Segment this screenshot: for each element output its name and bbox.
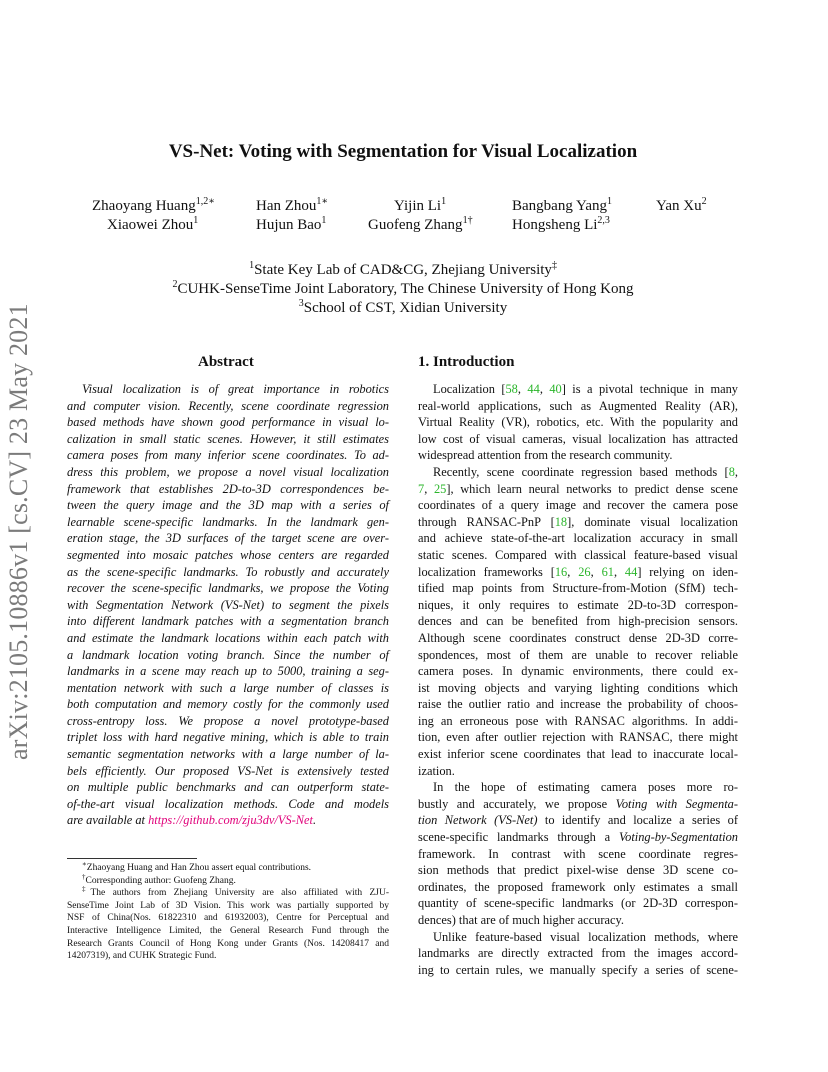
text-line: sion methods that predict pixel-wise dense 3D scene co- (418, 863, 738, 878)
text-line: framework that establishes 2D-to-3D correspondences be- (67, 481, 389, 496)
text-line: triplet loss with hard negative mining, which is able to train (67, 730, 389, 745)
text-line: eration stage, the 3D surfaces of the target scene are over- (67, 531, 389, 546)
text-line: ing an erroneous pose with RANSAC algorithms. In addi- (418, 713, 738, 728)
text-line: and computer vision. Recently, scene coordinate regression (67, 398, 389, 413)
author-name: Hongsheng Li$^{2,3}$ (512, 215, 610, 233)
affiliation: $^1$State Key Lab of CAD&CG, Zhejiang University‡ (249, 260, 557, 278)
author-name: Xiaowei Zhou$^1$ (107, 215, 199, 233)
text-line: Visual localization is of great importance in robotics (82, 382, 389, 396)
text-line: cross-entropy loss. We propose a novel prototype-based (67, 713, 389, 728)
text-line: a landmark location voting branch. Since the number of (67, 647, 389, 662)
text-line: landmarks in a scene may reach up to 5000, training a seg- (67, 664, 389, 679)
text-line: and estimate the landmark locations within each patch with (67, 630, 389, 645)
text-line: are available at https://github.com/zju3dv/VS-Net. (67, 813, 317, 828)
text-line: semantic segmentation networks with a large number of la- (67, 747, 389, 762)
text-line: ordinates, the proposed framework only estimates a small (418, 879, 738, 894)
text-line: low cost of visual cameras, visual localization has attracted (418, 431, 738, 446)
text-line: real-world applications, such as Augmented Reality (AR), (418, 398, 738, 413)
text-line: ist moving objects and varying lighting conditions which (418, 680, 738, 695)
text-line: segmented into mosaic patches whose centers are regarded (67, 547, 389, 562)
arxiv-identifier: arXiv:2105.10886v1 [cs.CV] 23 May 2021 (4, 303, 33, 760)
author-name: Guofeng Zhang$^{1\dagger}$ (368, 215, 473, 233)
citation-link[interactable]: 8 (728, 464, 735, 479)
abstract-body (67, 381, 389, 829)
text-line: recover the scene-specific landmarks, we propose the Voting (67, 581, 389, 596)
affiliation: $^3$School of CST, Xidian University (298, 298, 508, 316)
author-name: Hujun Bao$^1$ (256, 215, 327, 233)
introduction-body (418, 381, 738, 978)
text-line: Virtual Reality (VR), robotics, etc. With the popularity and (418, 415, 738, 430)
text-line: niques, it only requires to estimate 2D-to-3D correspon- (418, 597, 738, 612)
author-name: Yan Xu$^2$ (656, 196, 707, 214)
text-line: ization. (418, 763, 455, 778)
citation-link[interactable]: 61 (601, 564, 614, 579)
text-line: Although scene coordinates construct dense 2D-3D corre- (418, 630, 738, 645)
footnote-line: NSF of China(Nos. 61822310 and 61932003), Centre for Perceptual and (67, 913, 389, 924)
citation-link[interactable]: 16 (554, 564, 568, 579)
text-line: widespread attention from the research community. (418, 448, 673, 463)
text-line: Unlike feature-based visual localization methods, where (433, 929, 738, 944)
footnotes (67, 862, 389, 963)
citation-link[interactable]: 25 (433, 481, 447, 496)
text-line: into different landmark patches with a segmentation branch (67, 614, 389, 629)
text-line: both computation and memory costly for the commonly used (67, 697, 389, 712)
text-line: ing to certain rules, we manually specify a series of scene- (418, 962, 738, 977)
citation-link[interactable]: 58 (505, 382, 518, 396)
author-name: Bangbang Yang$^1$ (512, 196, 613, 214)
footnote-divider (67, 858, 197, 859)
text-line: In the hope of estimating camera poses more ro- (433, 780, 738, 795)
citation-link[interactable]: 18 (554, 514, 568, 529)
footnote-line: Interactive Intelligence Limited, the General Research Fund through the (67, 925, 389, 936)
author-name: Han Zhou$^{1∗}$ (256, 196, 329, 214)
text-line: bustly and accurately, we propose Voting with Segmenta- (418, 796, 738, 811)
text-line: Recently, scene coordinate regression based methods [8, (433, 464, 738, 479)
text-line: tion Network (VS-Net) to identify and localize a series of (418, 813, 738, 828)
footnote-line: Research Grants Council of Hong Kong under Grants (Nos. 14208417 and (67, 938, 389, 949)
text-line: scene-specific landmarks through a Voting-by-Segmentation (418, 830, 738, 845)
text-line: bels efficiently. Our proposed VS-Net is extensively tested (67, 763, 389, 778)
citation-link[interactable]: 44 (624, 564, 638, 579)
text-line: camera poses from many inferior scene coordinates. To ad- (67, 448, 389, 463)
author-name: Yijin Li$^1$ (394, 196, 447, 214)
affiliation: $^2$CUHK-SenseTime Joint Laboratory, The Chinese University of Hong Kong (172, 279, 634, 297)
citation-link[interactable]: 7 (418, 481, 425, 496)
text-line: localization frameworks [16, 26, 61, 44] relying on iden- (418, 564, 738, 579)
text-line: tified map points from Structure-from-Motion (SfM) tech- (418, 581, 738, 596)
text-line: dences and can be benefited from high-precision sensors. (418, 614, 738, 629)
citation-link[interactable]: 40 (549, 382, 562, 396)
text-line: quantity of scene-specific landmarks (or 2D-3D correspon- (418, 896, 738, 911)
footnote-line: 14207319), and CUHK Strategic Fund. (67, 951, 217, 962)
text-line: and achieve state-of-the-art localization accuracy in small (418, 531, 738, 546)
text-line: framework. In contrast with scene coordinate regres- (418, 846, 738, 861)
text-line: mentation network with such a large number of classes is (67, 680, 389, 695)
introduction-heading: 1. Introduction (418, 354, 515, 370)
citation-link[interactable]: 26 (578, 564, 591, 579)
text-line: landmarks are directly extracted from the images accord- (418, 946, 738, 961)
text-line: raise the outlier ratio and increase the probability of choos- (418, 697, 738, 712)
code-repository-link[interactable]: https://github.com/zju3dv/VS-Net (148, 813, 313, 828)
author-name: Zhaoyang Huang$^{1,2∗}$ (92, 196, 216, 214)
footnote-line: SenseTime Joint Lab of 3D Vision. This work was partially supported by (67, 900, 389, 911)
text-line: static scenes. Compared with classical feature-based visual (418, 547, 738, 562)
text-line: camera poses. In dynamic environments, there could ex- (418, 664, 738, 679)
text-line: exist inferior scene coordinates that lead to inaccurate local- (418, 747, 738, 762)
footnote: †Corresponding author: Guofeng Zhang. (82, 872, 236, 886)
text-line: through RANSAC-PnP [18], dominate visual localization (418, 514, 738, 529)
text-line: with Segmentation Network (VS-Net) to segment the pixels (67, 597, 389, 612)
text-line: dress this problem, we propose a novel visual localization (67, 464, 389, 479)
text-line: Localization [58, 44, 40] is a pivotal technique in many (433, 382, 738, 396)
text-line: tween the query image and the 3D map with a series of (67, 498, 389, 513)
footnote: ‡The authors from Zhejiang University are also affiliated with ZJU- (82, 885, 390, 899)
text-line: 7, 25], which learn neural networks to predict dense scene (418, 481, 739, 496)
text-line: tion, even after outlier rejection with RANSAC, there might (418, 730, 738, 745)
text-line: based methods have shown good performance in visual lo- (67, 415, 389, 430)
text-line: as the scene-specific landmarks. To robustly and accurately (67, 564, 389, 579)
text-line: of-the-art visual localization methods. Code and models (67, 796, 389, 811)
text-line: spondences, most of them are unable to recover reliable (418, 647, 738, 662)
footnote: ∗Zhaoyang Huang and Han Zhou assert equal contributions. (82, 860, 312, 873)
citation-link[interactable]: 44 (527, 382, 540, 396)
text-line: calization in small static scenes. However, it still estimates (67, 431, 389, 446)
text-line: dences) that are of much higher accuracy. (418, 913, 624, 927)
paper-title: VS-Net: Voting with Segmentation for Visual Localization (168, 141, 638, 162)
text-line: learnable scene-specific landmarks. In the landmark gen- (67, 514, 389, 529)
text-line: on multiple public benchmarks and can outperform state- (67, 780, 389, 795)
abstract-heading: Abstract (198, 354, 254, 370)
text-line: coordinates of a query image and recover the camera pose (418, 498, 738, 513)
